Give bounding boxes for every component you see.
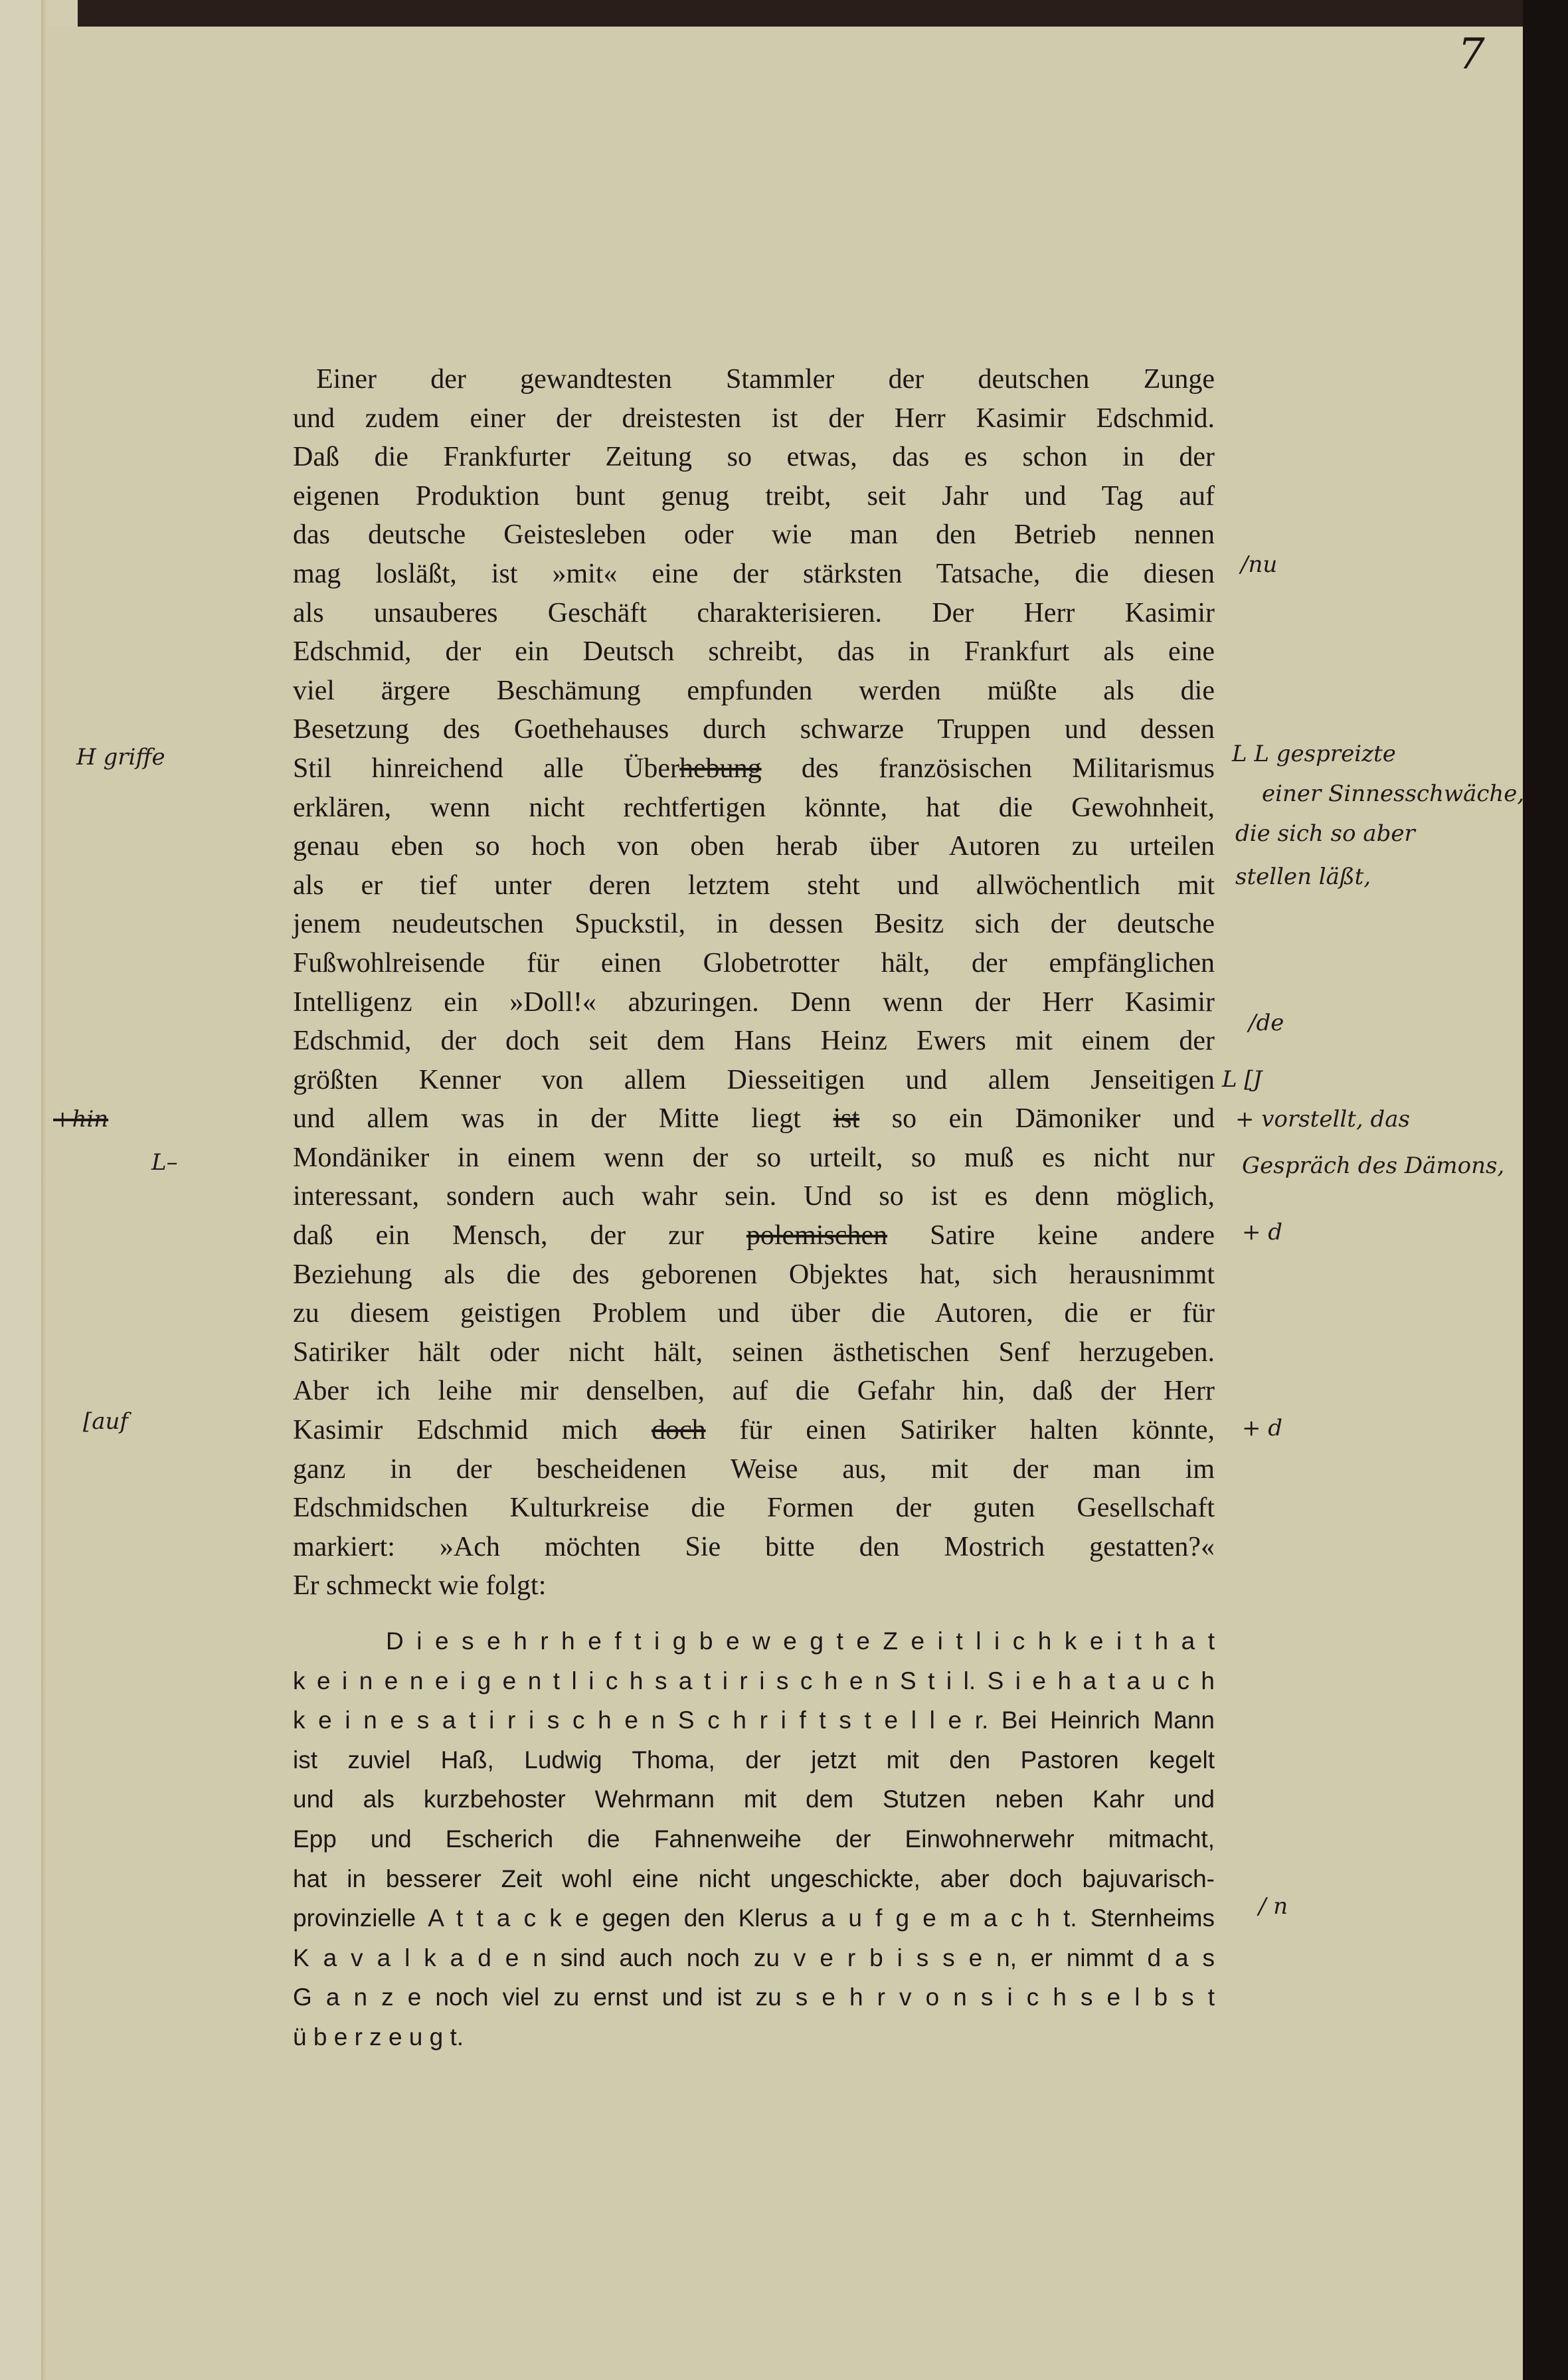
text-segment: und zudem einer der dreistesten ist der Herr Kasimir Edschmid. xyxy=(293,403,1215,434)
text-line xyxy=(293,1255,1215,1295)
text-segment: Daß die Frankfurter Zeitung so etwas, das es schon in der xyxy=(293,442,1215,473)
text-line xyxy=(293,1022,1215,1061)
margin-note: +hin xyxy=(53,1106,109,1133)
text-line xyxy=(293,1700,1215,1740)
page-fold xyxy=(41,0,48,2380)
text-segment: Edschmid, der ein Deutsch schreibt, das in Frankfurt als eine xyxy=(293,636,1215,668)
margin-note: /de xyxy=(1249,1010,1284,1036)
text-line xyxy=(293,866,1215,905)
adjacent-page-edge xyxy=(0,0,41,2380)
text-segment: Fußwohlreisende für einen Globetrotter hält, der empfänglichen xyxy=(293,947,1215,978)
margin-note: stellen läßt, xyxy=(1235,864,1371,890)
text-segment: Er schmeckt wie folgt: xyxy=(293,1570,547,1602)
text-line xyxy=(293,710,1215,749)
text-segment: genau eben so hoch von oben herab über Autoren zu urteilen xyxy=(293,831,1215,862)
text-line xyxy=(293,1372,1215,1411)
text-line xyxy=(293,1489,1215,1528)
text-line xyxy=(293,1819,1215,1859)
text-segment: des französischen Militarismus xyxy=(761,753,1215,784)
text-segment: K a v a l k a d e n sind auch noch zu v e r b i s s e n, er nimmt d a s xyxy=(293,1944,1215,1971)
text-line xyxy=(293,555,1215,594)
text-segment: jenem neudeutschen Spuckstil, in dessen Besitz sich der deutsche xyxy=(293,909,1215,940)
scan-background-right xyxy=(1523,0,1568,2380)
text-segment: als er tief unter deren letztem steht und allwöchentlich mit xyxy=(293,870,1215,901)
text-segment: erklären, wenn nicht rechtfertigen könnte, hat die Gewohnheit, xyxy=(293,792,1215,823)
text-segment: Satiriker hält oder nicht hält, seinen ästhetischen Senf herzugeben. xyxy=(293,1336,1215,1368)
quoted-paragraph xyxy=(293,1621,1215,2057)
text-segment: mag losläßt, ist »mit« eine der stärksten Tatsache, die diesen xyxy=(293,558,1215,589)
margin-note: /nu xyxy=(1241,551,1278,578)
text-line xyxy=(293,788,1215,828)
text-line xyxy=(293,1294,1215,1333)
text-line xyxy=(293,1621,1215,1661)
text-line xyxy=(293,477,1215,516)
text-segment: Edschmidschen Kulturkreise die Formen der guten Gesellschaft xyxy=(293,1493,1215,1524)
margin-note: einer Sinnesschwäche, xyxy=(1262,780,1525,807)
text-segment: Beziehung als die des geborenen Objektes hat, sich herausnimmt xyxy=(293,1259,1215,1290)
text-line xyxy=(293,672,1215,711)
text-line xyxy=(293,1938,1215,1978)
text-line xyxy=(293,438,1215,477)
text-line xyxy=(293,905,1215,944)
text-line xyxy=(293,1061,1215,1100)
text-segment: Kasimir Edschmid mich xyxy=(293,1415,652,1446)
text-segment: für einen Satiriker halten könnte, xyxy=(705,1415,1215,1446)
text-line xyxy=(293,944,1215,983)
text-segment: größten Kenner von allem Diesseitigen und allem Jenseitigen xyxy=(293,1064,1215,1095)
text-segment: Intelligenz ein »Doll!« abzuringen. Denn wenn der Herr Kasimir xyxy=(293,986,1215,1018)
text-segment: Satire keine andere xyxy=(887,1220,1215,1251)
margin-note: + vorstellt, das xyxy=(1235,1106,1410,1133)
text-line xyxy=(293,749,1215,788)
margin-note: L [J xyxy=(1222,1066,1263,1093)
text-line xyxy=(293,1139,1215,1178)
text-line xyxy=(293,1528,1215,1567)
margin-note: [auf xyxy=(83,1408,129,1435)
text-line xyxy=(293,1780,1215,1819)
text-line xyxy=(293,1898,1215,1938)
text-segment: markiert: »Ach möchten Sie bitte den Mostrich gestatten?« xyxy=(293,1531,1215,1562)
text-segment: Einer der gewandtesten Stammler der deutschen Zunge xyxy=(316,364,1215,395)
text-segment: Edschmid, der doch seit dem Hans Heinz Ewers mit einem der xyxy=(293,1026,1215,1057)
text-segment: eigenen Produktion bunt genug treibt, seit Jahr und Tag auf xyxy=(293,480,1215,511)
text-segment: interessant, sondern auch wahr sein. Und so ist es denn möglich, xyxy=(293,1181,1215,1212)
margin-note: Gespräch des Dämons, xyxy=(1242,1152,1505,1179)
main-paragraph xyxy=(293,360,1215,1605)
text-line xyxy=(293,1740,1215,1780)
text-segment: so ein Dämoniker und xyxy=(859,1103,1215,1135)
text-segment: D i e s e h r h e f t i g b e w e g t e Z e i t l i c h k e i t h a t xyxy=(386,1627,1215,1655)
margin-note: + d xyxy=(1242,1415,1283,1441)
text-line xyxy=(293,1099,1215,1139)
page-number: 7 xyxy=(1458,30,1485,79)
text-line xyxy=(293,827,1215,866)
text-segment: k e i n e n e i g e n t l i c h s a t i r i s c h e n S t i l. S i e h a t a u c h xyxy=(293,1667,1215,1694)
text-line xyxy=(293,1333,1215,1372)
margin-note: + d xyxy=(1242,1219,1283,1245)
text-line xyxy=(293,1566,1215,1605)
text-segment: ganz in der bescheidenen Weise aus, mit der man im xyxy=(293,1453,1215,1485)
text-line xyxy=(293,2017,1215,2057)
text-line xyxy=(293,515,1215,555)
text-segment: zu diesem geistigen Problem und über die Autoren, die er für xyxy=(293,1298,1215,1329)
text-line xyxy=(293,1450,1215,1489)
text-line xyxy=(293,399,1215,438)
text-line xyxy=(293,1177,1215,1216)
text-segment: und allem was in der Mitte liegt xyxy=(293,1103,833,1135)
scan-background-top xyxy=(78,0,1568,27)
text-segment: daß ein Mensch, der zur xyxy=(293,1220,746,1251)
text-line xyxy=(293,360,1215,399)
text-segment: k e i n e s a t i r i s c h e n S c h r i f t s t e l l e r. Bei Heinrich Mann xyxy=(293,1706,1215,1734)
text-segment: ist zuviel Haß, Ludwig Thoma, der jetzt mit den Pastoren kegelt xyxy=(293,1746,1215,1774)
text-line xyxy=(293,1859,1215,1899)
margin-note: L L gespreizte xyxy=(1232,741,1396,767)
text-segment: hat in besserer Zeit wohl eine nicht ungeschickte, aber doch bajuvarisch- xyxy=(293,1865,1215,1892)
text-segment: G a n z e noch viel zu ernst und ist zu s e h r v o n s i c h s e l b s t xyxy=(293,1983,1215,2011)
text-line xyxy=(293,1977,1215,2017)
text-segment: Besetzung des Goethehauses durch schwarze Truppen und dessen xyxy=(293,714,1215,745)
struck-text: ist xyxy=(833,1103,860,1135)
text-segment: und als kurzbehoster Wehrmann mit dem Stutzen neben Kahr und xyxy=(293,1785,1215,1813)
text-line xyxy=(293,594,1215,633)
margin-note: H griffe xyxy=(76,744,165,771)
text-segment: Aber ich leihe mir denselben, auf die Gefahr hin, daß der Herr xyxy=(293,1376,1215,1407)
text-line xyxy=(293,632,1215,672)
text-segment: Epp und Escherich die Fahnenweihe der Einwohnerwehr mitmacht, xyxy=(293,1825,1215,1853)
text-segment: das deutsche Geistesleben oder wie man den Betrieb nennen xyxy=(293,519,1215,551)
margin-note: / n xyxy=(1259,1893,1288,1920)
text-segment: provinzielle A t t a c k e gegen den Klerus a u f g e m a c h t. Sternheims xyxy=(293,1904,1215,1932)
text-line xyxy=(293,1411,1215,1450)
text-line xyxy=(293,1216,1215,1255)
struck-text: polemischen xyxy=(746,1220,888,1251)
margin-note: die sich so aber xyxy=(1235,820,1415,847)
margin-note: L– xyxy=(151,1149,178,1176)
text-line xyxy=(293,983,1215,1022)
text-segment: Mondäniker in einem wenn der so urteilt, so muß es nicht nur xyxy=(293,1142,1215,1173)
text-segment: Stil hinreichend alle Über xyxy=(293,753,679,784)
text-segment: ü b e r z e u g t. xyxy=(293,2023,464,2051)
struck-text: hebung xyxy=(679,753,762,784)
text-segment: viel ärgere Beschämung empfunden werden müßte als die xyxy=(293,675,1215,706)
text-line xyxy=(293,1661,1215,1701)
text-segment: als unsauberes Geschäft charakterisieren. Der Herr Kasimir xyxy=(293,597,1215,628)
struck-text: doch xyxy=(651,1415,706,1446)
